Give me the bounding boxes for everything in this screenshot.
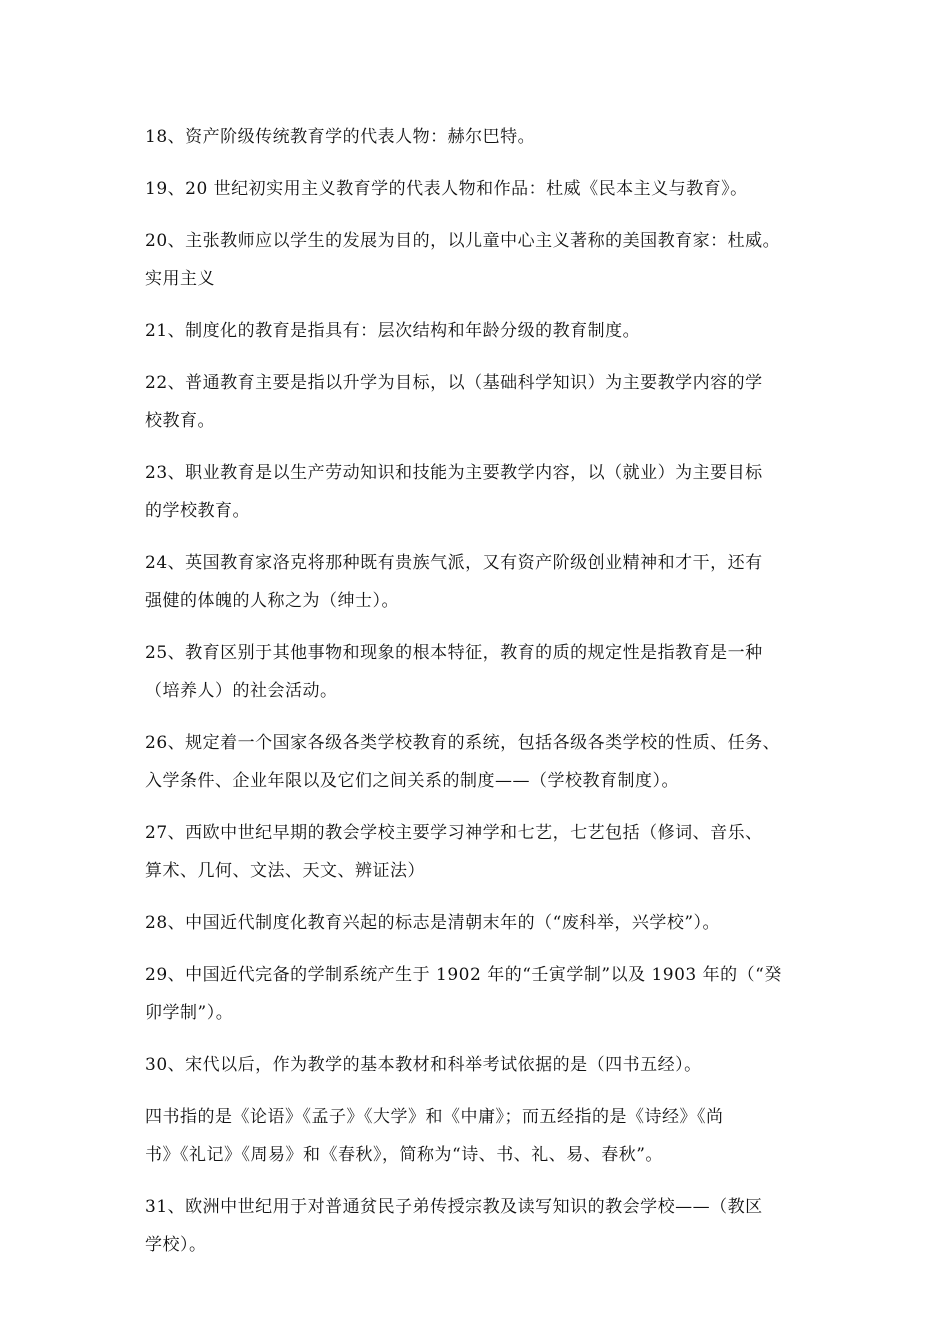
paragraph-line: 算术、几何、文法、天文、辨证法） xyxy=(145,861,425,881)
paragraph-18 xyxy=(145,118,810,156)
paragraph-line: 22、普通教育主要是指以升学为目标，以（基础科学知识）为主要教学内容的学 xyxy=(145,373,763,393)
paragraph-line: 校教育。 xyxy=(145,411,215,431)
paragraph-line: 入学条件、企业年限以及它们之间关系的制度——（学校教育制度）。 xyxy=(145,771,679,791)
paragraph-31 xyxy=(145,1188,810,1264)
paragraph-24 xyxy=(145,544,810,620)
document-body xyxy=(145,118,810,1278)
paragraph-line: 四书指的是《论语》《孟子》《大学》和《中庸》；而五经指的是《诗经》《尚 xyxy=(145,1107,724,1127)
paragraph-23 xyxy=(145,454,810,530)
paragraph-line: 28、中国近代制度化教育兴起的标志是清朝末年的（“废科举，兴学校”）。 xyxy=(145,913,721,933)
paragraph-line: 学校）。 xyxy=(145,1235,207,1255)
paragraph-line: 强健的体魄的人称之为（绅士）。 xyxy=(145,591,399,611)
paragraph-28 xyxy=(145,904,810,942)
paragraph-line: 的学校教育。 xyxy=(145,501,250,521)
paragraph-line: 18、资产阶级传统教育学的代表人物：赫尔巴特。 xyxy=(145,127,536,147)
paragraph-line: 书》《礼记》《周易》和《春秋》，简称为“诗、书、礼、易、春秋”。 xyxy=(145,1145,663,1165)
paragraph-line: 31、欧洲中世纪用于对普通贫民子弟传授宗教及读写知识的教会学校——（教区 xyxy=(145,1197,763,1217)
paragraph-26 xyxy=(145,724,810,800)
paragraph-22 xyxy=(145,364,810,440)
paragraph-21 xyxy=(145,312,810,350)
paragraph-20 xyxy=(145,222,810,298)
paragraph-line: 21、制度化的教育是指具有：层次结构和年龄分级的教育制度。 xyxy=(145,321,641,341)
paragraph-line: 19、20 世纪初实用主义教育学的代表人物和作品：杜威《民本主义与教育》。 xyxy=(145,179,748,199)
paragraph-line: 26、规定着一个国家各级各类学校教育的系统，包括各级各类学校的性质、任务、 xyxy=(145,733,781,753)
paragraph-27 xyxy=(145,814,810,890)
paragraph-19 xyxy=(145,170,810,208)
paragraph-four-books xyxy=(145,1098,810,1174)
paragraph-line: 25、教育区别于其他事物和现象的根本特征，教育的质的规定性是指教育是一种 xyxy=(145,643,763,663)
paragraph-line: 20、主张教师应以学生的发展为目的，以儿童中心主义著称的美国教育家：杜威。 xyxy=(145,231,781,251)
paragraph-line: 30、宋代以后，作为教学的基本教材和科举考试依据的是（四书五经）。 xyxy=(145,1055,702,1075)
paragraph-line: （培养人）的社会活动。 xyxy=(145,681,338,701)
paragraph-line: 29、中国近代完备的学制系统产生于 1902 年的“壬寅学制”以及 1903 年的（“癸 xyxy=(145,965,782,985)
paragraph-line: 27、西欧中世纪早期的教会学校主要学习神学和七艺，七艺包括（修词、音乐、 xyxy=(145,823,763,843)
paragraph-line: 实用主义 xyxy=(145,269,215,289)
paragraph-30 xyxy=(145,1046,810,1084)
paragraph-29 xyxy=(145,956,810,1032)
paragraph-line: 23、职业教育是以生产劳动知识和技能为主要教学内容，以（就业）为主要目标 xyxy=(145,463,763,483)
paragraph-line: 24、英国教育家洛克将那种既有贵族气派，又有资产阶级创业精神和才干，还有 xyxy=(145,553,763,573)
paragraph-25 xyxy=(145,634,810,710)
paragraph-line: 卯学制”）。 xyxy=(145,1003,234,1023)
